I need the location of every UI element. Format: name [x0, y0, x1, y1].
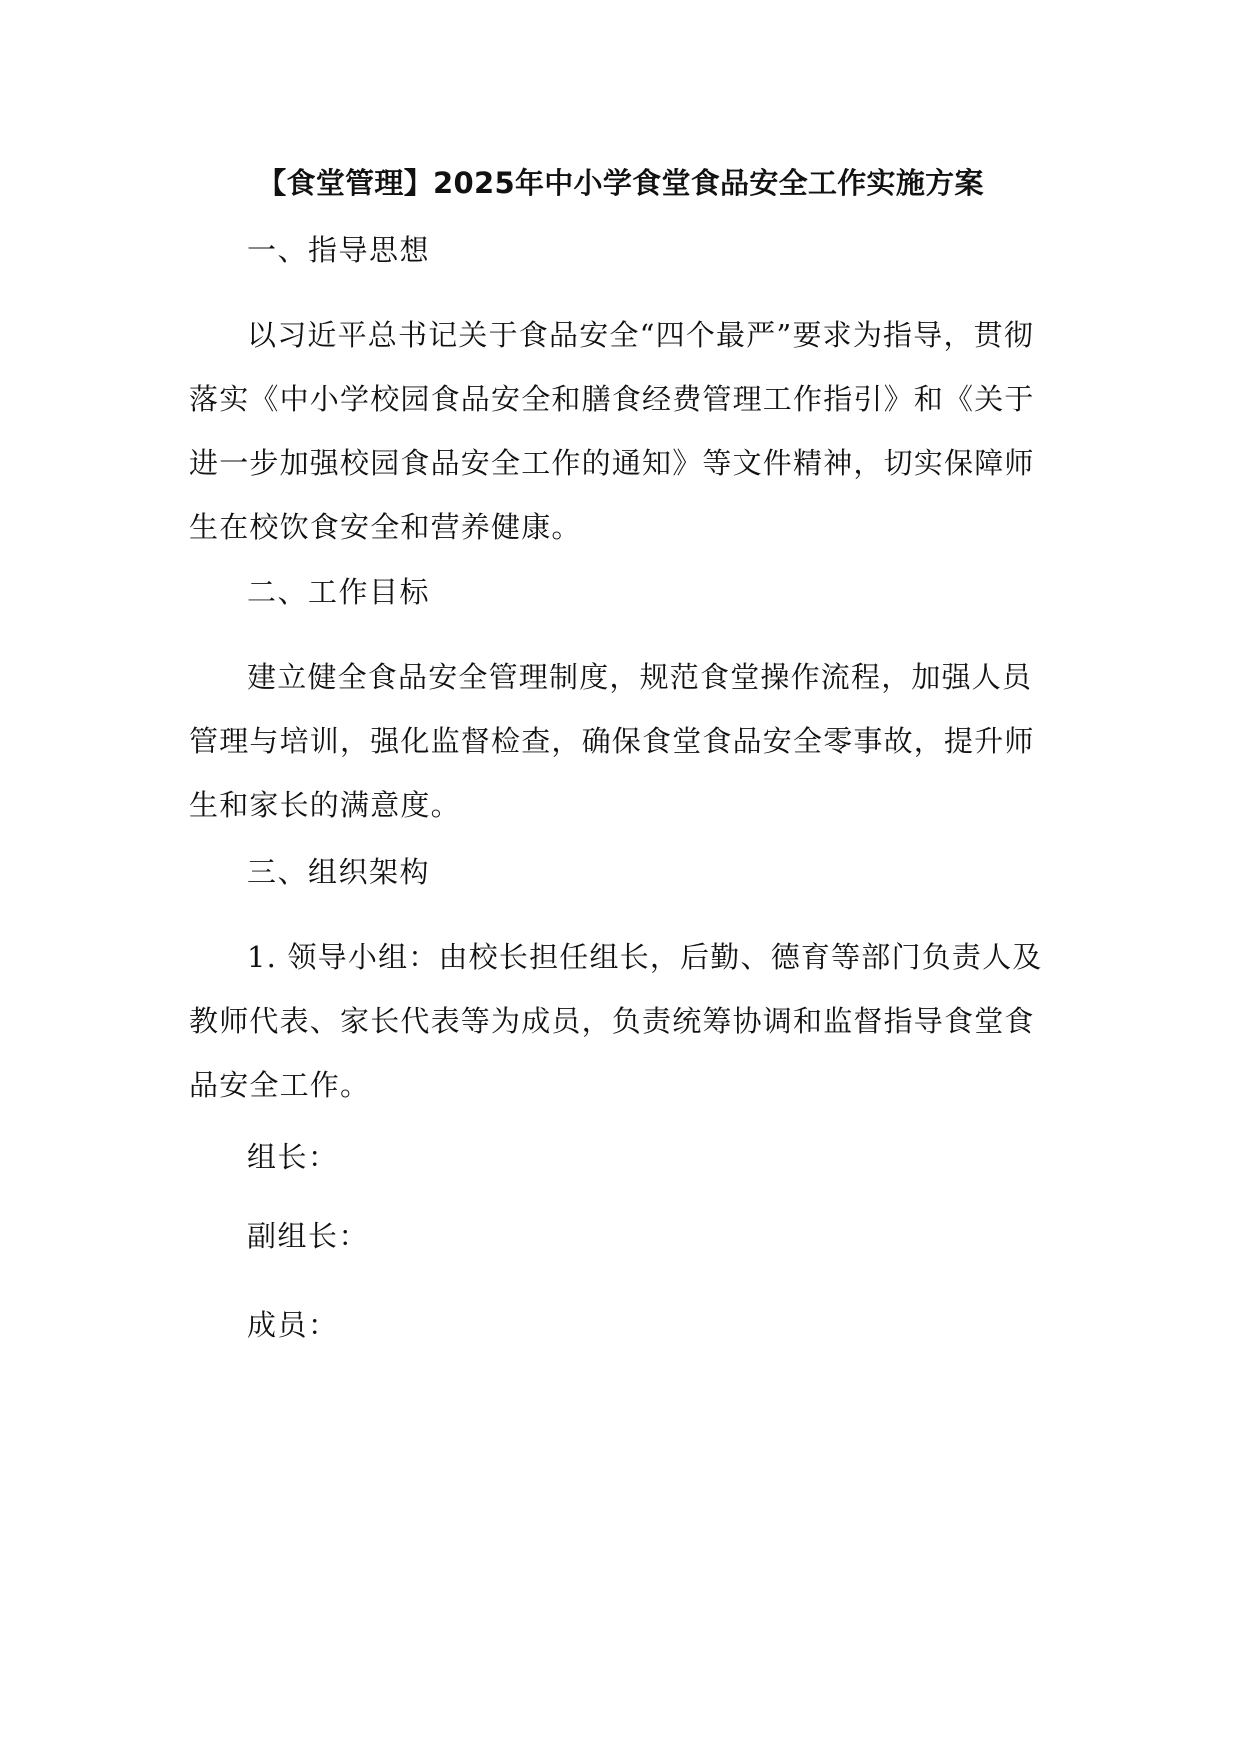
section-heading-organization: 三、组织架构: [247, 855, 431, 889]
role-members-label: 成员：: [247, 1308, 339, 1342]
document-title: 【食堂管理】2025年中小学食堂食品安全工作实施方案: [257, 166, 984, 200]
paragraph-work-goals: 建立健全食品安全管理制度，规范食堂操作流程，加强人员管理与培训，强化监督检查，确保食堂食品安全零事故，提升师生和家长的满意度。: [189, 660, 1035, 822]
section-heading-guiding-ideology: 一、指导思想: [247, 233, 431, 267]
role-deputy-leader-label: 副组长：: [247, 1219, 370, 1253]
section-heading-work-goals: 二、工作目标: [247, 575, 431, 609]
paragraph-guiding-ideology: 以习近平总书记关于食品安全“四个最严”要求为指导，贯彻落实《中小学校园食品安全和膳食经费管理工作指引》和《关于进一步加强校园食品安全工作的通知》等文件精神，切实保障师生在校饮食安全和营养健康。: [189, 318, 1035, 544]
role-leader-label: 组长：: [247, 1140, 339, 1174]
paragraph-leadership-group: 1. 领导小组：由校长担任组长，后勤、德育等部门负责人及教师代表、家长代表等为成员，负责统筹协调和监督指导食堂食品安全工作。: [189, 940, 1043, 1102]
